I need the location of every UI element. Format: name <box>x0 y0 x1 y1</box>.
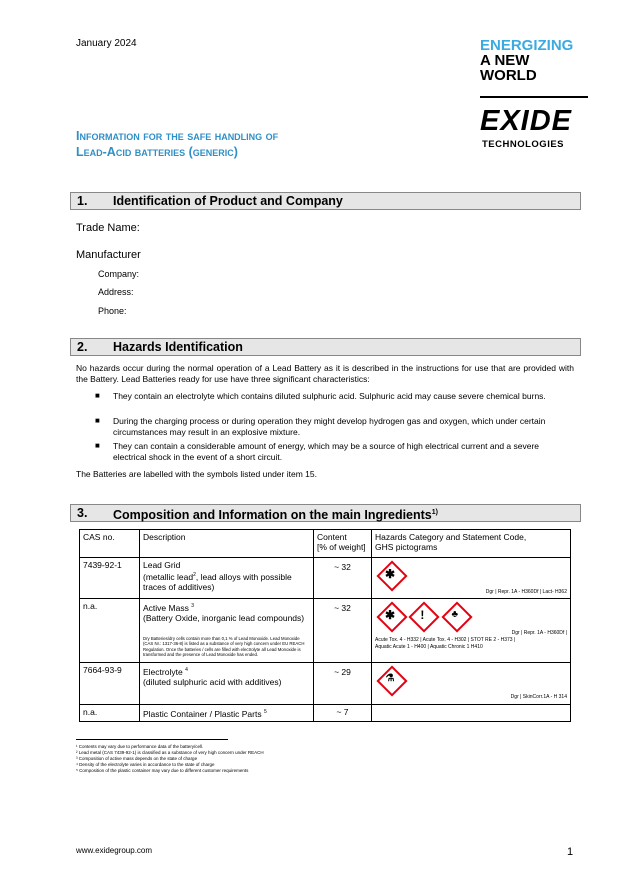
hazards-cell <box>372 599 571 663</box>
hazard-caption: Dgr | Repr. 1A - H360Df | Lact- H362 <box>485 589 567 595</box>
content-value: ~ 29 <box>314 663 372 705</box>
hazard-caption: Dgr | Repr. 1A - H360Df | <box>511 630 567 636</box>
cas-number: n.a. <box>80 599 140 663</box>
brand-tagline <box>480 38 573 83</box>
footnote-divider <box>76 739 228 740</box>
section-number: 3. <box>77 506 88 520</box>
health-hazard-pictogram-icon: ✱ <box>377 602 403 628</box>
document-title-line-2: Lead-Acid batteries (generic) <box>76 145 238 159</box>
exide-logo-subtitle: TECHNOLOGIES <box>482 139 565 150</box>
cas-number: 7664-93-9 <box>80 663 140 705</box>
hazard-bullet-2: During the charging process or during operation they might develop hydrogen gas and oxygen, which under certain circumstances may result in an explosive mixture. <box>113 416 546 437</box>
exide-logo: EXIDE <box>480 105 573 137</box>
phone-label: Phone: <box>98 306 127 316</box>
hazards-cell <box>372 558 571 599</box>
hazard-bullet-3: They can contain a considerable amount of energy, which may be a source of high electrical current and a severe electrical shock in the event of a short circuit. <box>113 441 540 462</box>
document-title-line-1: Information for the safe handling of <box>76 129 279 143</box>
ingredient-name: Electrolyte $^4$ <box>143 666 188 677</box>
section-number: 2. <box>77 340 88 354</box>
document-date: January 2024 <box>76 38 137 49</box>
hazards-cell <box>372 663 571 705</box>
cas-number: 7439-92-1 <box>80 558 140 599</box>
page-number: 1 <box>567 846 574 858</box>
table-row <box>80 599 571 663</box>
footer-url[interactable]: www.exidegroup.com <box>76 846 153 855</box>
content-value: ~ 7 <box>314 705 372 722</box>
hazard-bullet-1: They contain an electrolyte which contains diluted sulphuric acid. Sulphuric acid may cause severe chemical burns. <box>113 391 546 401</box>
section-3-header <box>70 504 581 522</box>
bullet-icon: ■ <box>95 391 100 400</box>
tagline-line-2: A NEW <box>480 52 530 69</box>
ingredient-detail: (Battery Oxide, inorganic lead compounds) <box>143 612 305 623</box>
hazard-caption-3: Aquatic Acute 1 - H400 | Aquatic Chronic 1 H410 <box>375 644 483 650</box>
footnote-ref: 1) <box>431 509 438 516</box>
footnote-2: ² Lead metal (CAS 7439-92-1) is classified as a substance of very high concern under REACH <box>76 750 264 755</box>
section-1-header <box>70 192 581 210</box>
cas-number: n.a. <box>80 705 140 722</box>
section-number: 1. <box>77 194 88 208</box>
hazards-cell <box>372 705 571 722</box>
table-row <box>80 558 571 599</box>
environment-pictogram-icon: ♣ <box>442 602 468 628</box>
composition-table <box>79 529 571 722</box>
bullet-icon: ■ <box>95 416 100 425</box>
header-hazards: Hazards Category and Statement Code, GHS pictograms <box>372 530 571 558</box>
ingredient-name: Active Mass $^3$ <box>143 602 194 613</box>
description-cell <box>140 599 314 663</box>
brand-divider <box>480 96 588 98</box>
ingredient-detail: (diluted sulphuric acid with additives) <box>143 676 282 687</box>
tagline-line-1: ENERGIZING <box>480 37 574 54</box>
hazard-caption-2: Acute Tox. 4 - H332 | Acute Tox. 4 - H302 | STOT RE 2 - H373 | <box>375 637 516 643</box>
corrosion-pictogram-icon: ⚗ <box>377 666 403 692</box>
content-value: ~ 32 <box>314 599 372 663</box>
company-label: Company: <box>98 269 140 279</box>
section-title: Identification of Product and Company <box>113 194 343 208</box>
section-title: Hazards Identification <box>113 340 243 354</box>
footnote-5: ⁵ Composition of the plastic container may vary due to different customer requirements <box>76 768 249 773</box>
footnote-4: ⁴ Density of the electrolyte varies in accordance to the state of charge <box>76 762 215 767</box>
header-cas: CAS no. <box>80 530 140 558</box>
address-label: Address: <box>98 287 134 297</box>
content-value: ~ 32 <box>314 558 372 599</box>
bullet-icon: ■ <box>95 441 100 450</box>
document-title <box>76 128 278 160</box>
header-description: Description <box>140 530 314 558</box>
hazard-caption: Dgr | SkinCorr.1A - H 314 <box>510 694 567 700</box>
ingredient-name: Plastic Container / Plastic Parts $^5$ <box>143 708 267 719</box>
header-content: Content [% of weight] <box>314 530 372 558</box>
hazards-intro: No hazards occur during the normal operation of a Lead Battery as it is described in the instructions for use that are provided with the Battery. Lead Batteries ready for use have three significant characteristics: <box>76 363 574 384</box>
trade-name-label: Trade Name: <box>76 222 140 234</box>
section-title <box>113 505 438 523</box>
ingredient-name: Lead Grid <box>143 560 181 570</box>
footnote-3: ³ Composition of active mass depends on the state of charge <box>76 756 198 761</box>
exclamation-pictogram-icon: ! <box>409 602 435 628</box>
table-row <box>80 705 571 722</box>
section-2-header <box>70 338 581 356</box>
description-cell <box>140 663 314 705</box>
section-title-text: Composition and Information on the main Ingredients <box>113 508 432 523</box>
lead-monoxide-note: Dry Batteries/dry cells contain more than 0,1 % of Lead Monoxide. Lead Monoxide (CAS Nr.: 1317-36-8) is listed as a substance of very high concern under EU REACH Regulation. Once the batteries / cells are filled with electrolyte all Lead Monoxide is transformed and the presence of Lead Monoxide has ended. <box>143 635 305 658</box>
manufacturer-label: Manufacturer <box>76 249 141 261</box>
ingredient-detail: (metallic lead$^2$, lead alloys with possible traces of additives) <box>143 571 292 592</box>
hazards-outro: The Batteries are labelled with the symbols listed under item 15. <box>76 469 317 479</box>
tagline-line-3: WORLD <box>480 67 537 84</box>
health-hazard-pictogram-icon: ✱ <box>377 561 403 587</box>
table-row <box>80 663 571 705</box>
table-header-row <box>80 530 571 558</box>
footnote-1: ¹ Contents may vary due to performance data of the battery/cell. <box>76 744 204 749</box>
description-cell <box>140 558 314 599</box>
description-cell <box>140 705 314 722</box>
